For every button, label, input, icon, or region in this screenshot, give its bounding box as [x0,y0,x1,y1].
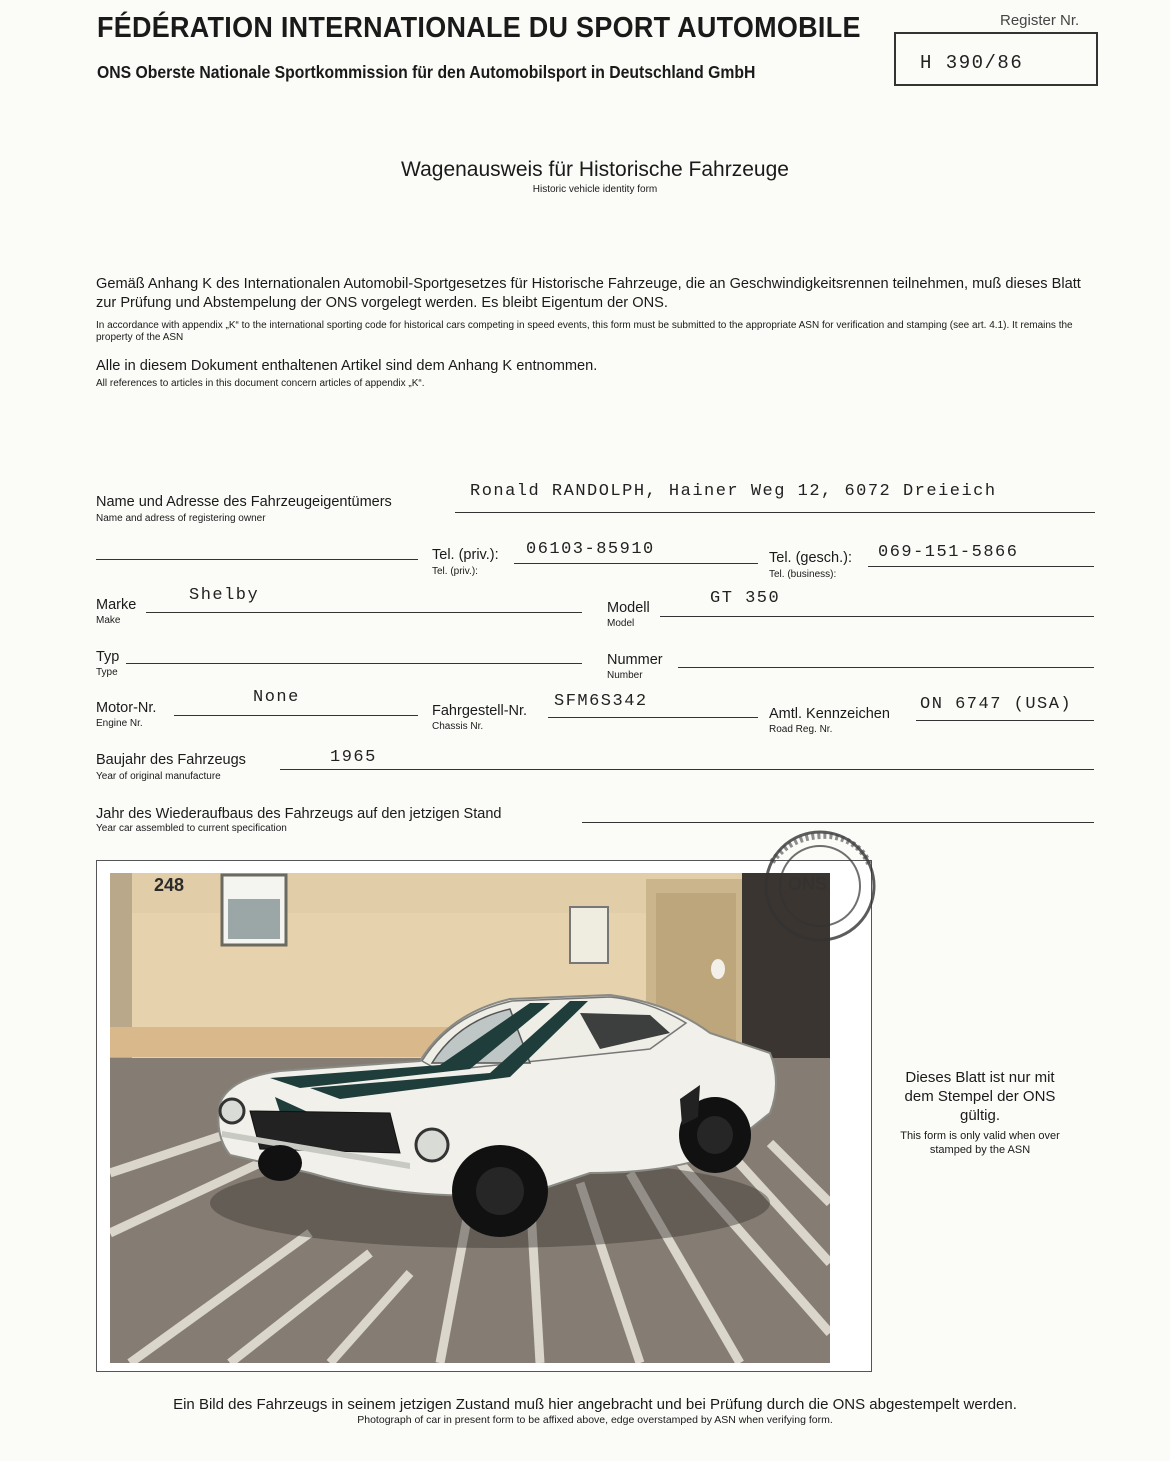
wall-number: 248 [154,875,185,895]
marke-label: Marke [96,597,137,613]
kennzeichen-line [916,720,1094,721]
footer-instruction-de: Ein Bild des Fahrzeugs in seinem jetzigen Zustand muß hier angebracht und bei Prüfung durch die ONS abgestempelt werden. [173,1396,1017,1413]
marke-line [146,612,582,613]
motor-line [174,715,418,716]
org-title: FÉDÉRATION INTERNATIONALE DU SPORT AUTOMOBILE [97,12,861,44]
typ-label: Typ [96,649,120,665]
chassis-value: SFM6S342 [554,692,648,711]
validity-note-en: This form is only valid when over stamped by the ASN [900,1130,1060,1156]
nummer-label-en: Number [607,670,643,681]
register-box [894,32,1098,86]
footer-instruction-en: Photograph of car in present form to be affixed above, edge overstamped by ASN when verifying form. [357,1414,833,1426]
intro-paragraph-de: Gemäß Anhang K des Internationalen Automobil-Sportgesetzes für Historische Fahrzeuge, die an Geschwindigkeitsrennen teilnehmen, muß dieses Blatt zur Prüfung und Abstempelung der ONS vorgelegt werden. Es bleibt Eigentum der ONS. [96,276,1081,311]
org-subtitle: ONS Oberste Nationale Sportkommission für den Automobilsport in Deutschland GmbH [97,62,756,82]
kennzeichen-label-en: Road Reg. Nr. [769,724,833,735]
modell-value: GT 350 [710,589,781,608]
baujahr-label: Baujahr des Fahrzeugs [96,752,246,768]
ons-stamp [752,826,882,946]
intro-note-de: Alle in diesem Dokument enthaltenen Artikel sind dem Anhang K entnommen. [96,358,598,374]
tel-gesch-label: Tel. (gesch.): [769,550,852,566]
marke-value: Shelby [189,586,260,605]
modell-label: Modell [607,600,650,616]
baujahr-label-en: Year of original manufacture [96,771,221,782]
modell-line [660,616,1094,617]
vehicle-photo [110,873,830,1363]
tel-gesch-value: 069-151-5866 [878,543,1019,562]
ons-stamp-icon [752,826,882,946]
tel-priv-line [514,563,758,564]
intro-note-en: All references to articles in this document concern articles of appendix „K“. [96,378,425,389]
owner-line-2 [96,559,418,560]
motor-label: Motor-Nr. [96,700,157,716]
aufbau-label-en: Year car assembled to current specification [96,823,287,834]
tel-priv-label: Tel. (priv.): [432,547,499,563]
typ-line [126,663,582,664]
aufbau-line [582,822,1094,823]
form-title-en: Historic vehicle identity form [532,184,658,195]
kennzeichen-value: ON 6747 (USA) [920,695,1073,714]
motor-label-en: Engine Nr. [96,718,143,729]
tel-priv-label-en: Tel. (priv.): [432,566,478,577]
vehicle-photo-image [110,873,830,1363]
baujahr-value: 1965 [330,748,377,767]
owner-label-en: Name and adress of registering owner [96,513,266,524]
owner-label: Name und Adresse des Fahrzeugeigentümers [96,494,392,510]
motor-value: None [253,688,300,707]
tel-priv-value: 06103-85910 [526,540,655,559]
owner-value: Ronald RANDOLPH, Hainer Weg 12, 6072 Dreieich [470,482,997,501]
intro-paragraph-en: In accordance with appendix „K“ to the international sporting code for historical cars competing in speed events, this form must be submitted to the appropriate ASN for verification and stamping (see art. 4.1). It remains the property of the ASN [96,320,1073,343]
chassis-label: Fahrgestell-Nr. [432,703,528,719]
register-value: H 390/86 [920,52,1024,74]
chassis-label-en: Chassis Nr. [432,721,484,732]
validity-note [890,1068,1070,1157]
nummer-label: Nummer [607,652,663,668]
tel-gesch-label-en: Tel. (business): [769,569,837,580]
owner-line [455,512,1095,513]
chassis-line [548,717,758,718]
stamp-text: ONS [788,874,828,894]
register-label: Register Nr. [1000,12,1080,29]
aufbau-label: Jahr des Wiederaufbaus des Fahrzeugs auf den jetzigen Stand [96,806,502,822]
validity-note-de: Dieses Blatt ist nur mit dem Stempel der ONS gültig. [904,1069,1056,1124]
kennzeichen-label: Amtl. Kennzeichen [769,706,890,722]
marke-label-en: Make [96,615,121,626]
baujahr-line [280,769,1094,770]
form-title: Wagenausweis für Historische Fahrzeuge [401,158,789,181]
modell-label-en: Model [607,618,635,629]
tel-gesch-line [868,566,1094,567]
typ-label-en: Type [96,667,118,678]
nummer-line [678,667,1094,668]
